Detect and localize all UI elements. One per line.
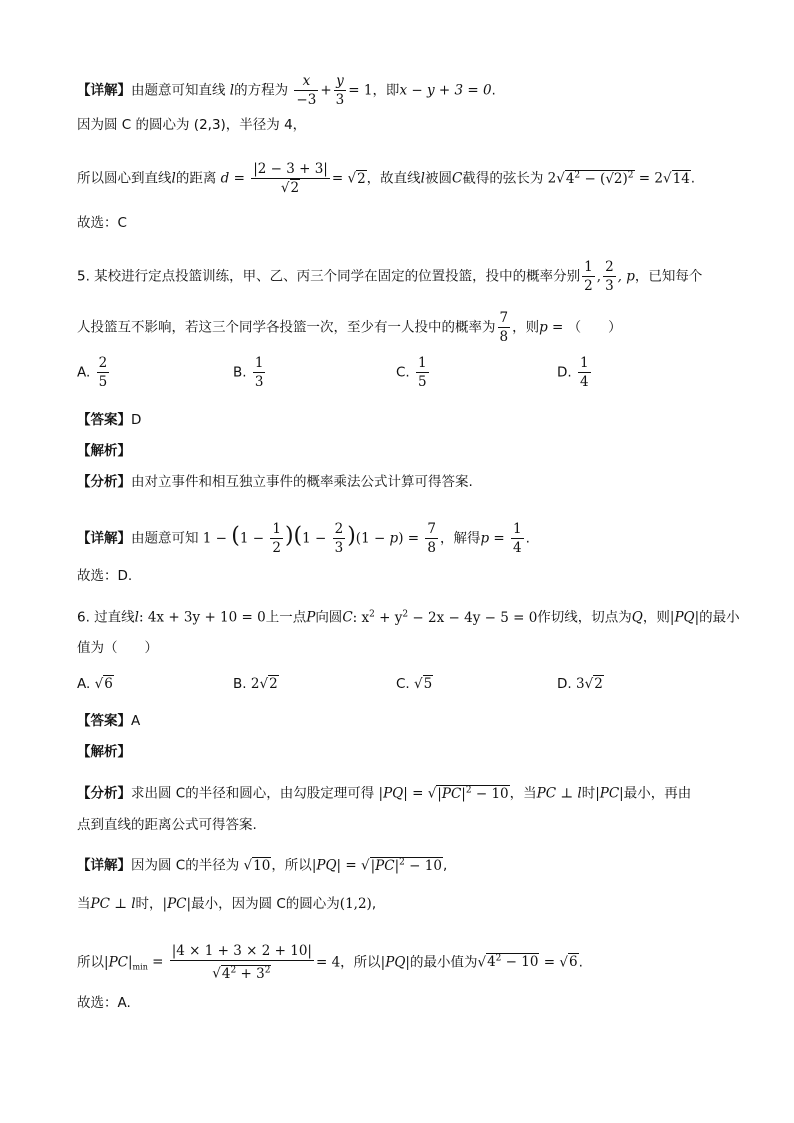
q5-detail: 【详解】由题意可知 1 − (1 − $\frac{1}{2}$ )(1 − $\frac{2}{3}$ )(1 − p) = $\frac{7}{8}$ ，解得p = $\frac{1}{4}$ . [77,521,530,556]
detail-tag: 【详解】 [77,82,131,99]
q5-answer: 【答案】D [77,412,142,428]
q6-fenxi-line1: 【分析】求出圆 C的半径和圆心，由勾股定理可得 $|PQ| = √|PC|^2 - 10$，当PC ⊥ l时|PC|最小，再由 [77,785,692,802]
q6-detail-line1: 【详解】因为圆 C的半径为 √10，所以$|PQ| = √|PC|^2 - 10$, [77,857,448,874]
q5-analysis-tag: 【解析】 [77,443,131,459]
fraction: $\frac{x}{-3}$ [296,73,317,108]
fraction: $\frac{|2 - 3 + 3|}{√2}$ [253,161,328,196]
q4-line3: 所以圆心到直线l的距离 d = $\frac{|2 - 3 + 3|}{√2}$ = √2，故直线l被圆C截得的弦长为 $2√4^2 - (√2)^2 = 2√14$. [77,161,696,196]
q5-stem-line2: 人投篮互不影响，若这三个同学各投篮一次，至少有一人投中的概率为 $\frac{7}{8}$ ，则p = （ ） [77,310,622,345]
q4-line2: 因为圆 C 的圆心为 (2,3)，半径为 4， [77,117,307,133]
q6-detail-line2: 当PC ⊥ l时，|PC|最小，因为圆 C的圆心为(1,2), [77,896,377,912]
q4-detail-line: 【详解】由题意可知直线 l的方程为 $\frac{x}{-3}$ + $\frac{y}{3}$ = 1，即x − y + 3 = 0. [77,73,496,108]
fraction: $\frac{1}{2}$ [584,259,593,294]
q5-option-c: C. $\frac{1}{5}$ [396,355,427,390]
fraction: $\frac{7}{8}$ [499,310,509,345]
q6-detail-line3: 所以$|PC|_{min}$ = $\frac{|4 \times 1 + 3 \times 2 + 10|}{√4^2 + 3^2}$ = 4，所以|PQ|的最小值为$√4^2 - 10 = √6$. [77,943,583,982]
q5-fenxi: 【分析】由对立事件和相互独立事件的概率乘法公式计算可得答案. [77,474,473,490]
q5-stem-line1: 5. 某校进行定点投篮训练，甲、乙、丙三个同学在固定的位置投篮，投中的概率分别 $\frac{1}{2}$ , $\frac{2}{3}$ , p，已知每个 [77,259,703,294]
q5-option-a: A. $\frac{2}{5}$ [77,355,108,390]
q6-fenxi-line2: 点到直线的距离公式可得答案. [77,817,257,833]
q6-answer: 【答案】A [77,713,141,729]
q6-option-a: A. √6 [77,676,113,692]
q5-answer-line: 故选：D. [77,568,133,584]
q6-option-b: B. 2√2 [233,676,278,692]
q6-answer-line: 故选：A. [77,995,131,1011]
fraction: $\frac{y}{3}$ [335,73,345,108]
q4-answer-line: 故选：C [77,215,127,231]
fraction: $\frac{2}{3}$ [605,259,614,294]
q6-option-c: C. √5 [396,676,433,692]
q5-option-d: D. $\frac{1}{4}$ [557,355,589,390]
q6-analysis-tag: 【解析】 [77,744,131,760]
q6-stem-line1: 6. 过直线l: 4x + 3y + 10 = 0上一点P向圆C: $x^2 + y^2 - 2x - 4y - 5 = 0$作切线，切点为Q，则|PQ|的最小 [77,609,740,626]
q6-stem-line2: 值为（ ） [77,640,158,656]
q6-option-d: D. 3√2 [557,676,603,692]
q5-option-b: B. $\frac{1}{3}$ [233,355,264,390]
